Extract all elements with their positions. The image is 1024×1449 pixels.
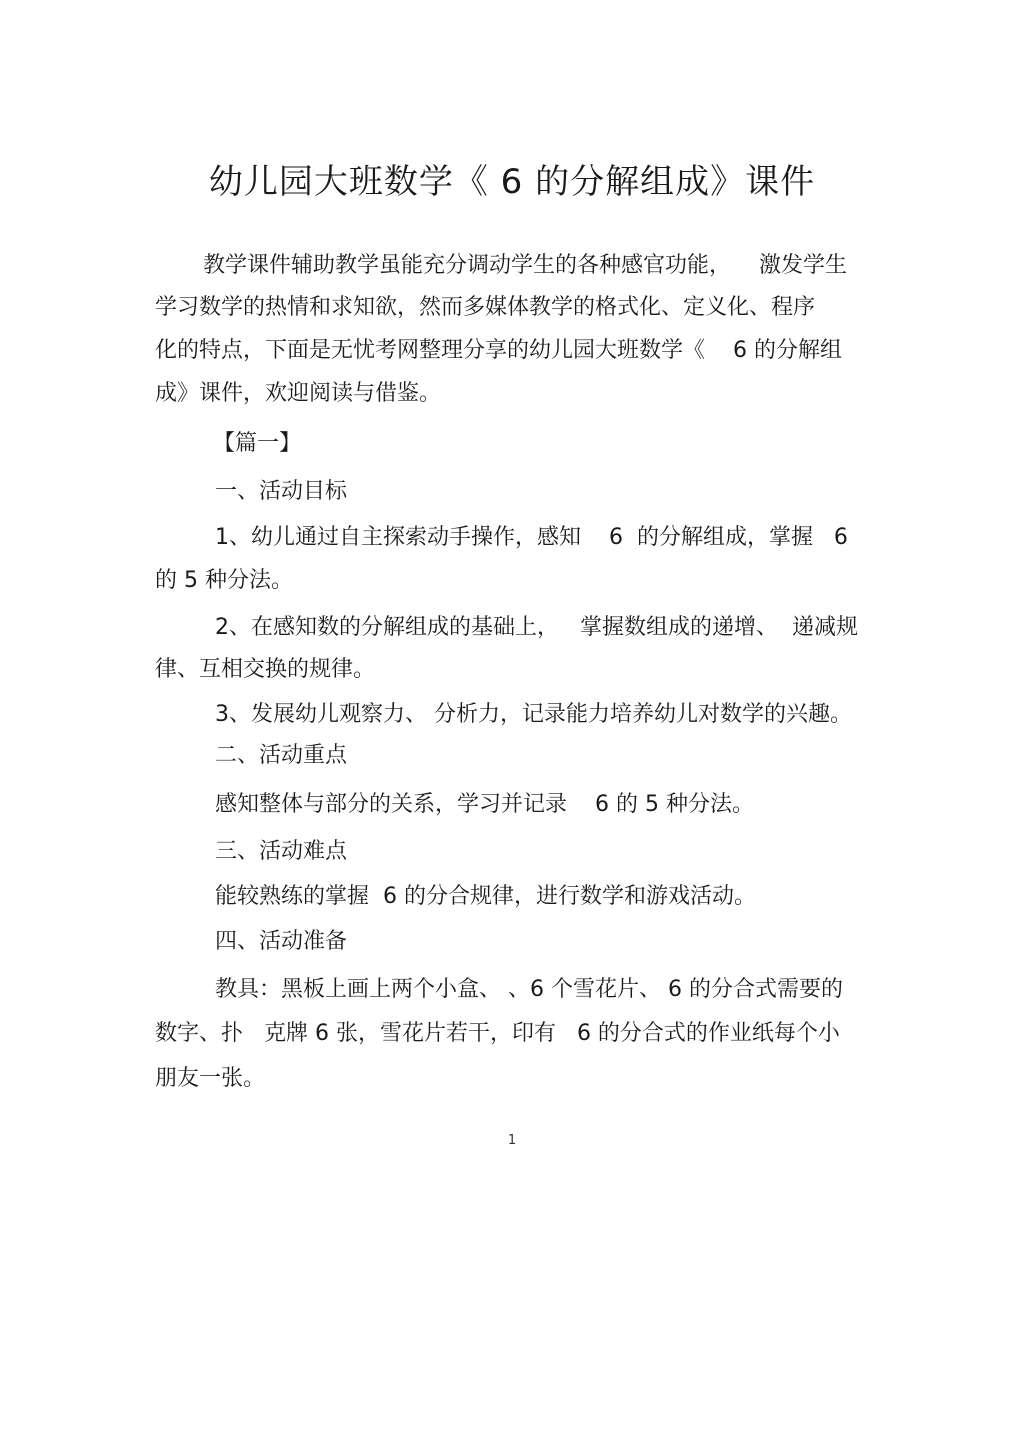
prep-line-1: 教具：黑板上画上两个小盒、 、6 个雪花片、 6 的分合式需要的 [215, 977, 843, 1002]
key-point-text: 感知整体与部分的关系，学习并记录 6 的 5 种分法。 [215, 792, 754, 817]
goal-3: 3、发展幼儿观察力、 分析力，记录能力培养幼儿对数学的兴趣。 [215, 702, 852, 727]
difficulty-text: 能较熟练的掌握 6 的分合规律，进行数学和游戏活动。 [215, 884, 756, 909]
section-title: 【篇一】 [213, 431, 302, 456]
goal-1-line-1: 1、幼儿通过自主探索动手操作，感知 6 的分解组成，掌握 6 [215, 525, 848, 550]
goal-2-line-2: 律、互相交换的规律。 [155, 657, 376, 682]
heading-difficulty: 三、活动难点 [215, 839, 348, 864]
page-number: 1 [507, 1133, 517, 1148]
intro-line-1: 教学课件辅助教学虽能充分调动学生的各种感官功能， 激发学生 [203, 253, 847, 278]
goal-1-line-2: 的 5 种分法。 [155, 568, 293, 593]
intro-line-4: 成》课件，欢迎阅读与借鉴。 [155, 381, 442, 406]
intro-line-3: 化的特点，下面是无忧考网整理分享的幼儿园大班数学《 6 的分解组 [155, 338, 842, 363]
prep-line-2: 数字、扑 克牌 6 张，雪花片若干，印有 6 的分合式的作业纸每个小 [155, 1021, 840, 1046]
heading-activity-goals: 一、活动目标 [215, 479, 348, 504]
document-title: 幼儿园大班数学《 6 的分解组成》课件 [208, 162, 816, 202]
heading-key-point: 二、活动重点 [215, 743, 348, 768]
intro-line-2: 学习数学的热情和求知欲，然而多媒体教学的格式化、定义化、程序 [155, 295, 816, 320]
heading-preparation: 四、活动准备 [215, 929, 348, 954]
goal-2-line-1: 2、在感知数的分解组成的基础上， 掌握数组成的递增、 递减规 [215, 615, 858, 640]
prep-line-3: 朋友一张。 [155, 1066, 266, 1091]
